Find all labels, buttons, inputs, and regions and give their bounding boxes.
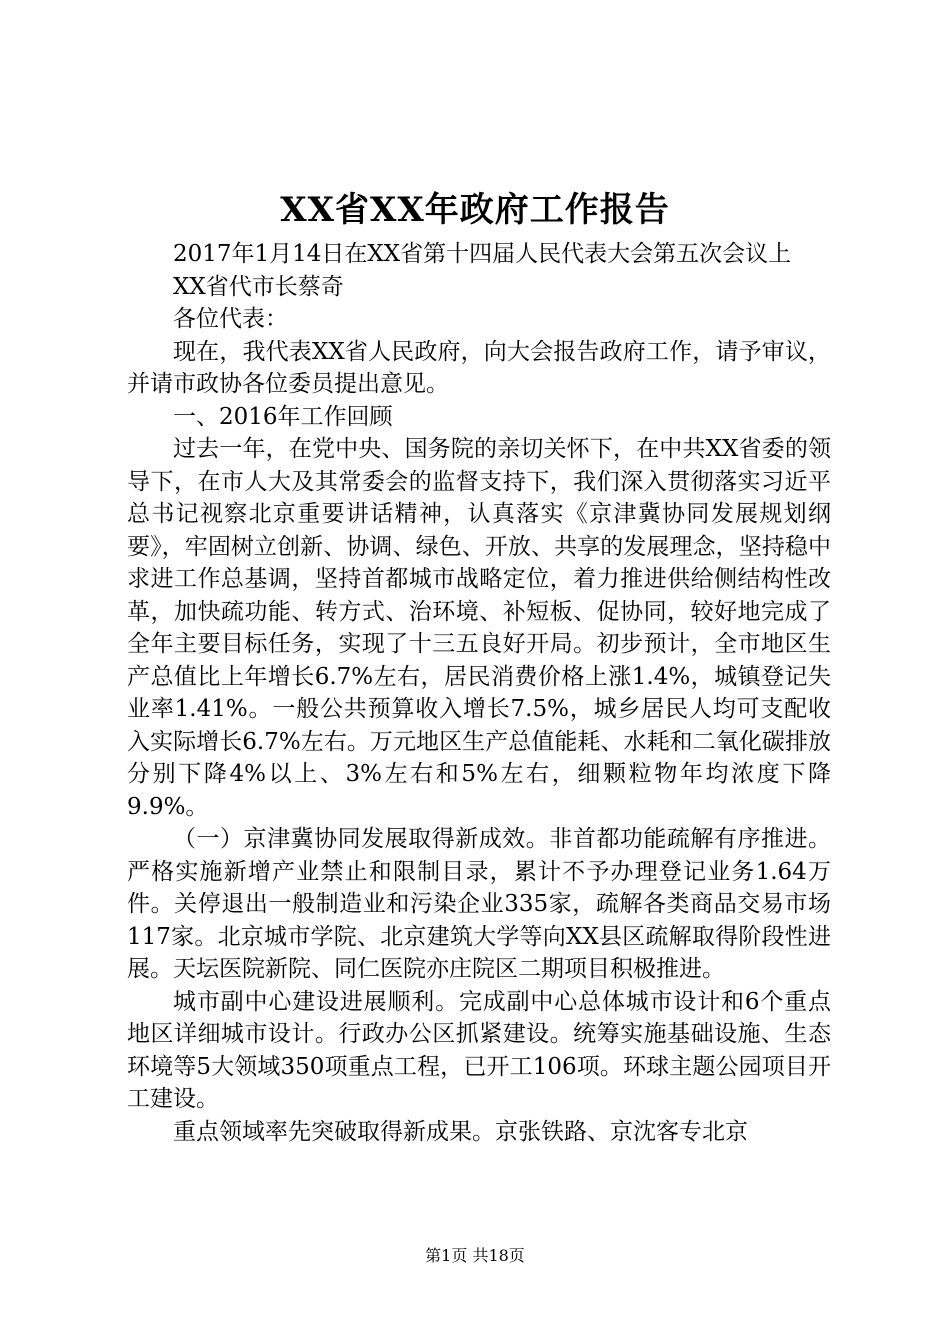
page-number-footer: 第1页 共18页 xyxy=(425,1246,525,1265)
paragraph-speaker: XX省代市长蔡奇 xyxy=(173,273,344,300)
paragraph-sub-center: 城市副中心建设进展顺利。完成副中心总体城市设计和6个重点地区详细城市设计。行政办公区抓紧建设。统筹实施基础设施、生态环境等5大领域350项重点工程，已开工106项。环球主题公园项目开工建设。 xyxy=(127,988,831,1112)
paragraph-review: 过去一年，在党中央、国务院的亲切关怀下，在中共XX省委的领导下，在市人大及其常委会的监督支持下，我们深入贯彻落实习近平总书记视察北京重要讲话精神，认真落实《京津冀协同发展规划纲要》，牢固树立创新、协调、绿色、开放、共享的发展理念，坚持稳中求进工作总基调，坚持首都城市战略定位，着力推进供给侧结构性改革，加快疏功能、转方式、治环境、补短板、促协同，较好地完成了全年主要目标任务，实现了十三五良好开局。初步预计，全市地区生产总值比上年增长6.7%左右，居民消费价格上涨1.4%，城镇登记失业率1.41%。一般公共预算收入增长7.5%，城乡居民人均可支配收入实际增长6.7%左右。万元地区生产总值能耗、水耗和二氧化碳排放分别下降4%以上、3%左右和5%左右，细颗粒物年均浓度下降9.9%。 xyxy=(127,436,831,820)
paragraph-intro: 现在，我代表XX省人民政府，向大会报告政府工作，请予审议，并请市政协各位委员提出意见。 xyxy=(127,338,831,397)
paragraph-meeting-date: 2017年1月14日在XX省第十四届人民代表大会第五次会议上 xyxy=(173,241,792,267)
section-heading-review: 一、2016年工作回顾 xyxy=(173,403,393,430)
paragraph-key-areas: 重点领域率先突破取得新成果。京张铁路、京沈客专北京 xyxy=(173,1118,748,1145)
paragraph-coordination: （一）京津冀协同发展取得新成效。非首都功能疏解有序推进。严格实施新增产业禁止和限制目录，累计不予办理登记业务1.64万件。关停退出一般制造业和污染企业335家，疏解各类商品交易市场117家。北京城市学院、北京建筑大学等向XX县区疏解取得阶段性进展。天坛医院新院、同仁医院亦庄院区二期项目积极推进。 xyxy=(127,826,831,982)
document-title: XX省XX年政府工作报告 xyxy=(280,190,670,230)
document-body xyxy=(127,238,831,1148)
paragraph-salutation: 各位代表： xyxy=(173,306,288,332)
